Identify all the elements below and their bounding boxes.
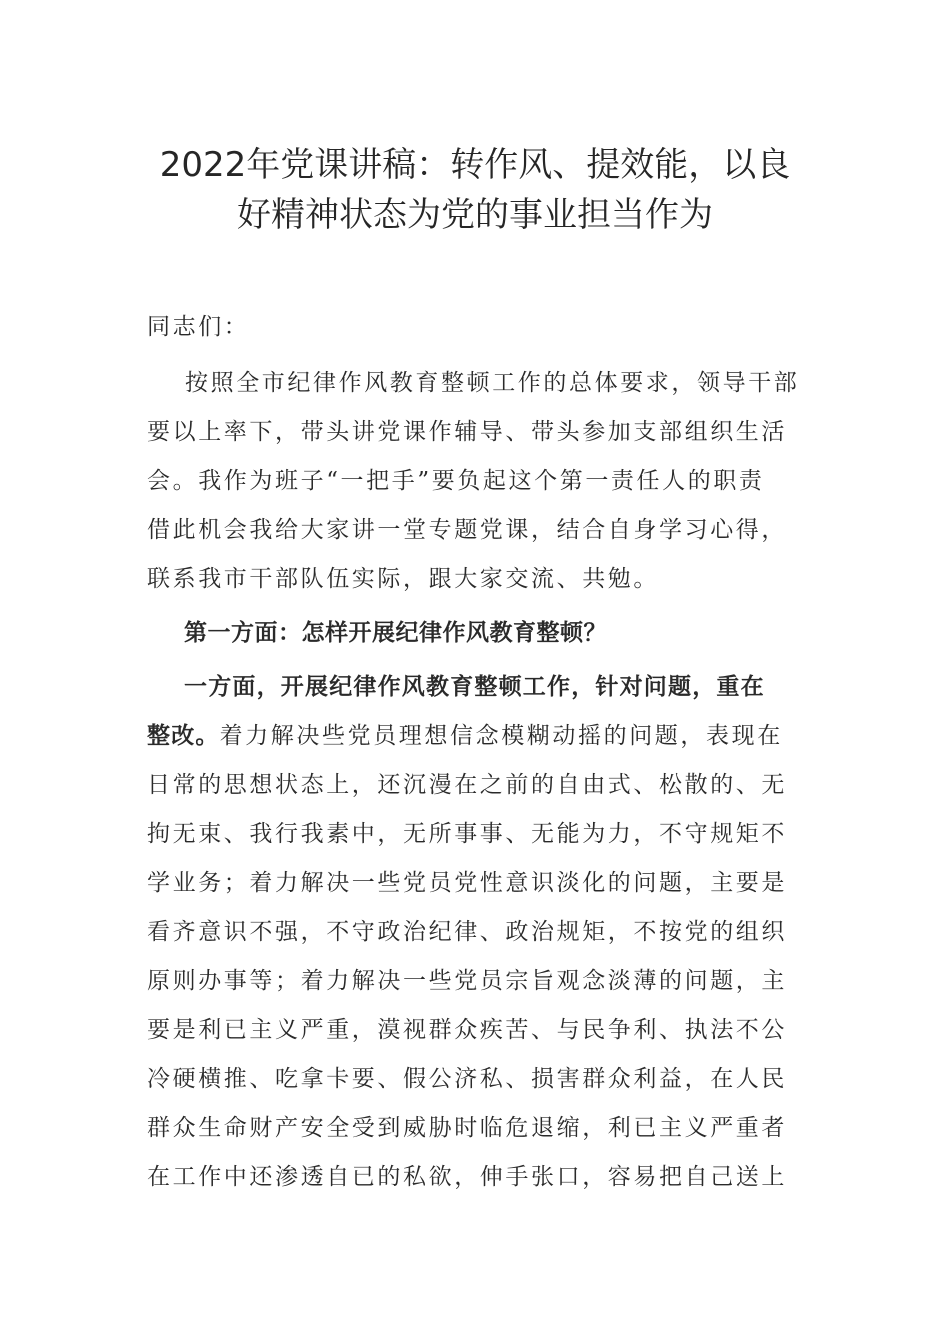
intro-paragraph <box>147 359 807 604</box>
point-line: 看齐意识不强，不守政治纪律、政治规矩，不按党的组织 <box>147 919 787 945</box>
intro-line: 联系我市干部队伍实际，跟大家交流、共勉。 <box>147 566 659 592</box>
section-heading: 第一方面：怎样开展纪律作风教育整顿？ <box>184 620 607 646</box>
point-line <box>147 712 807 761</box>
greeting: 同志们： <box>147 314 250 340</box>
point-line: 学业务；着力解决一些党员党性意识淡化的问题，主要是 <box>147 870 787 896</box>
title-line-2: 好精神状态为党的事业担当作为 <box>237 195 713 235</box>
point-lead-tail: 整改。 <box>147 723 220 749</box>
document-title <box>120 140 830 240</box>
point-line: 在工作中还渗透自已的私欲，伸手张口，容易把自己送上 <box>147 1164 787 1190</box>
title-line-1: 2022年党课讲稿：转作风、提效能，以良 <box>159 145 791 185</box>
intro-line: 借此机会我给大家讲一堂专题党课，结合自身学习心得， <box>147 517 787 543</box>
point-line: 冷硬横推、吃拿卡要、假公济私、损害群众利益，在人民 <box>147 1066 787 1092</box>
point-rest: 着力解决些党员理想信念模糊动摇的问题，表现在 <box>219 723 783 749</box>
point-line: 原则办事等；着力解决一些党员宗旨观念淡薄的问题，主 <box>147 968 787 994</box>
point-line: 群众生命财产安全受到威胁时临危退缩，利已主义严重者 <box>147 1115 787 1141</box>
point-lead-line: 一方面，开展纪律作风教育整顿工作，针对问题，重在 <box>184 674 765 700</box>
intro-line: 会。我作为班子“一把手”要负起这个第一责任人的职责 <box>147 468 765 494</box>
point-paragraph <box>147 663 807 1202</box>
point-line: 拘无束、我行我素中，无所事事、无能为力，不守规矩不 <box>147 821 787 847</box>
intro-line: 按照全市纪律作风教育整顿工作的总体要求，领导干部 <box>185 370 800 396</box>
intro-line: 要以上率下，带头讲党课作辅导、带头参加支部组织生活 <box>147 419 787 445</box>
document-body <box>147 303 807 1202</box>
point-line: 要是利已主义严重，漠视群众疾苦、与民争利、执法不公 <box>147 1017 787 1043</box>
point-line: 日常的思想状态上，还沉漫在之前的自由式、松散的、无 <box>147 772 787 798</box>
